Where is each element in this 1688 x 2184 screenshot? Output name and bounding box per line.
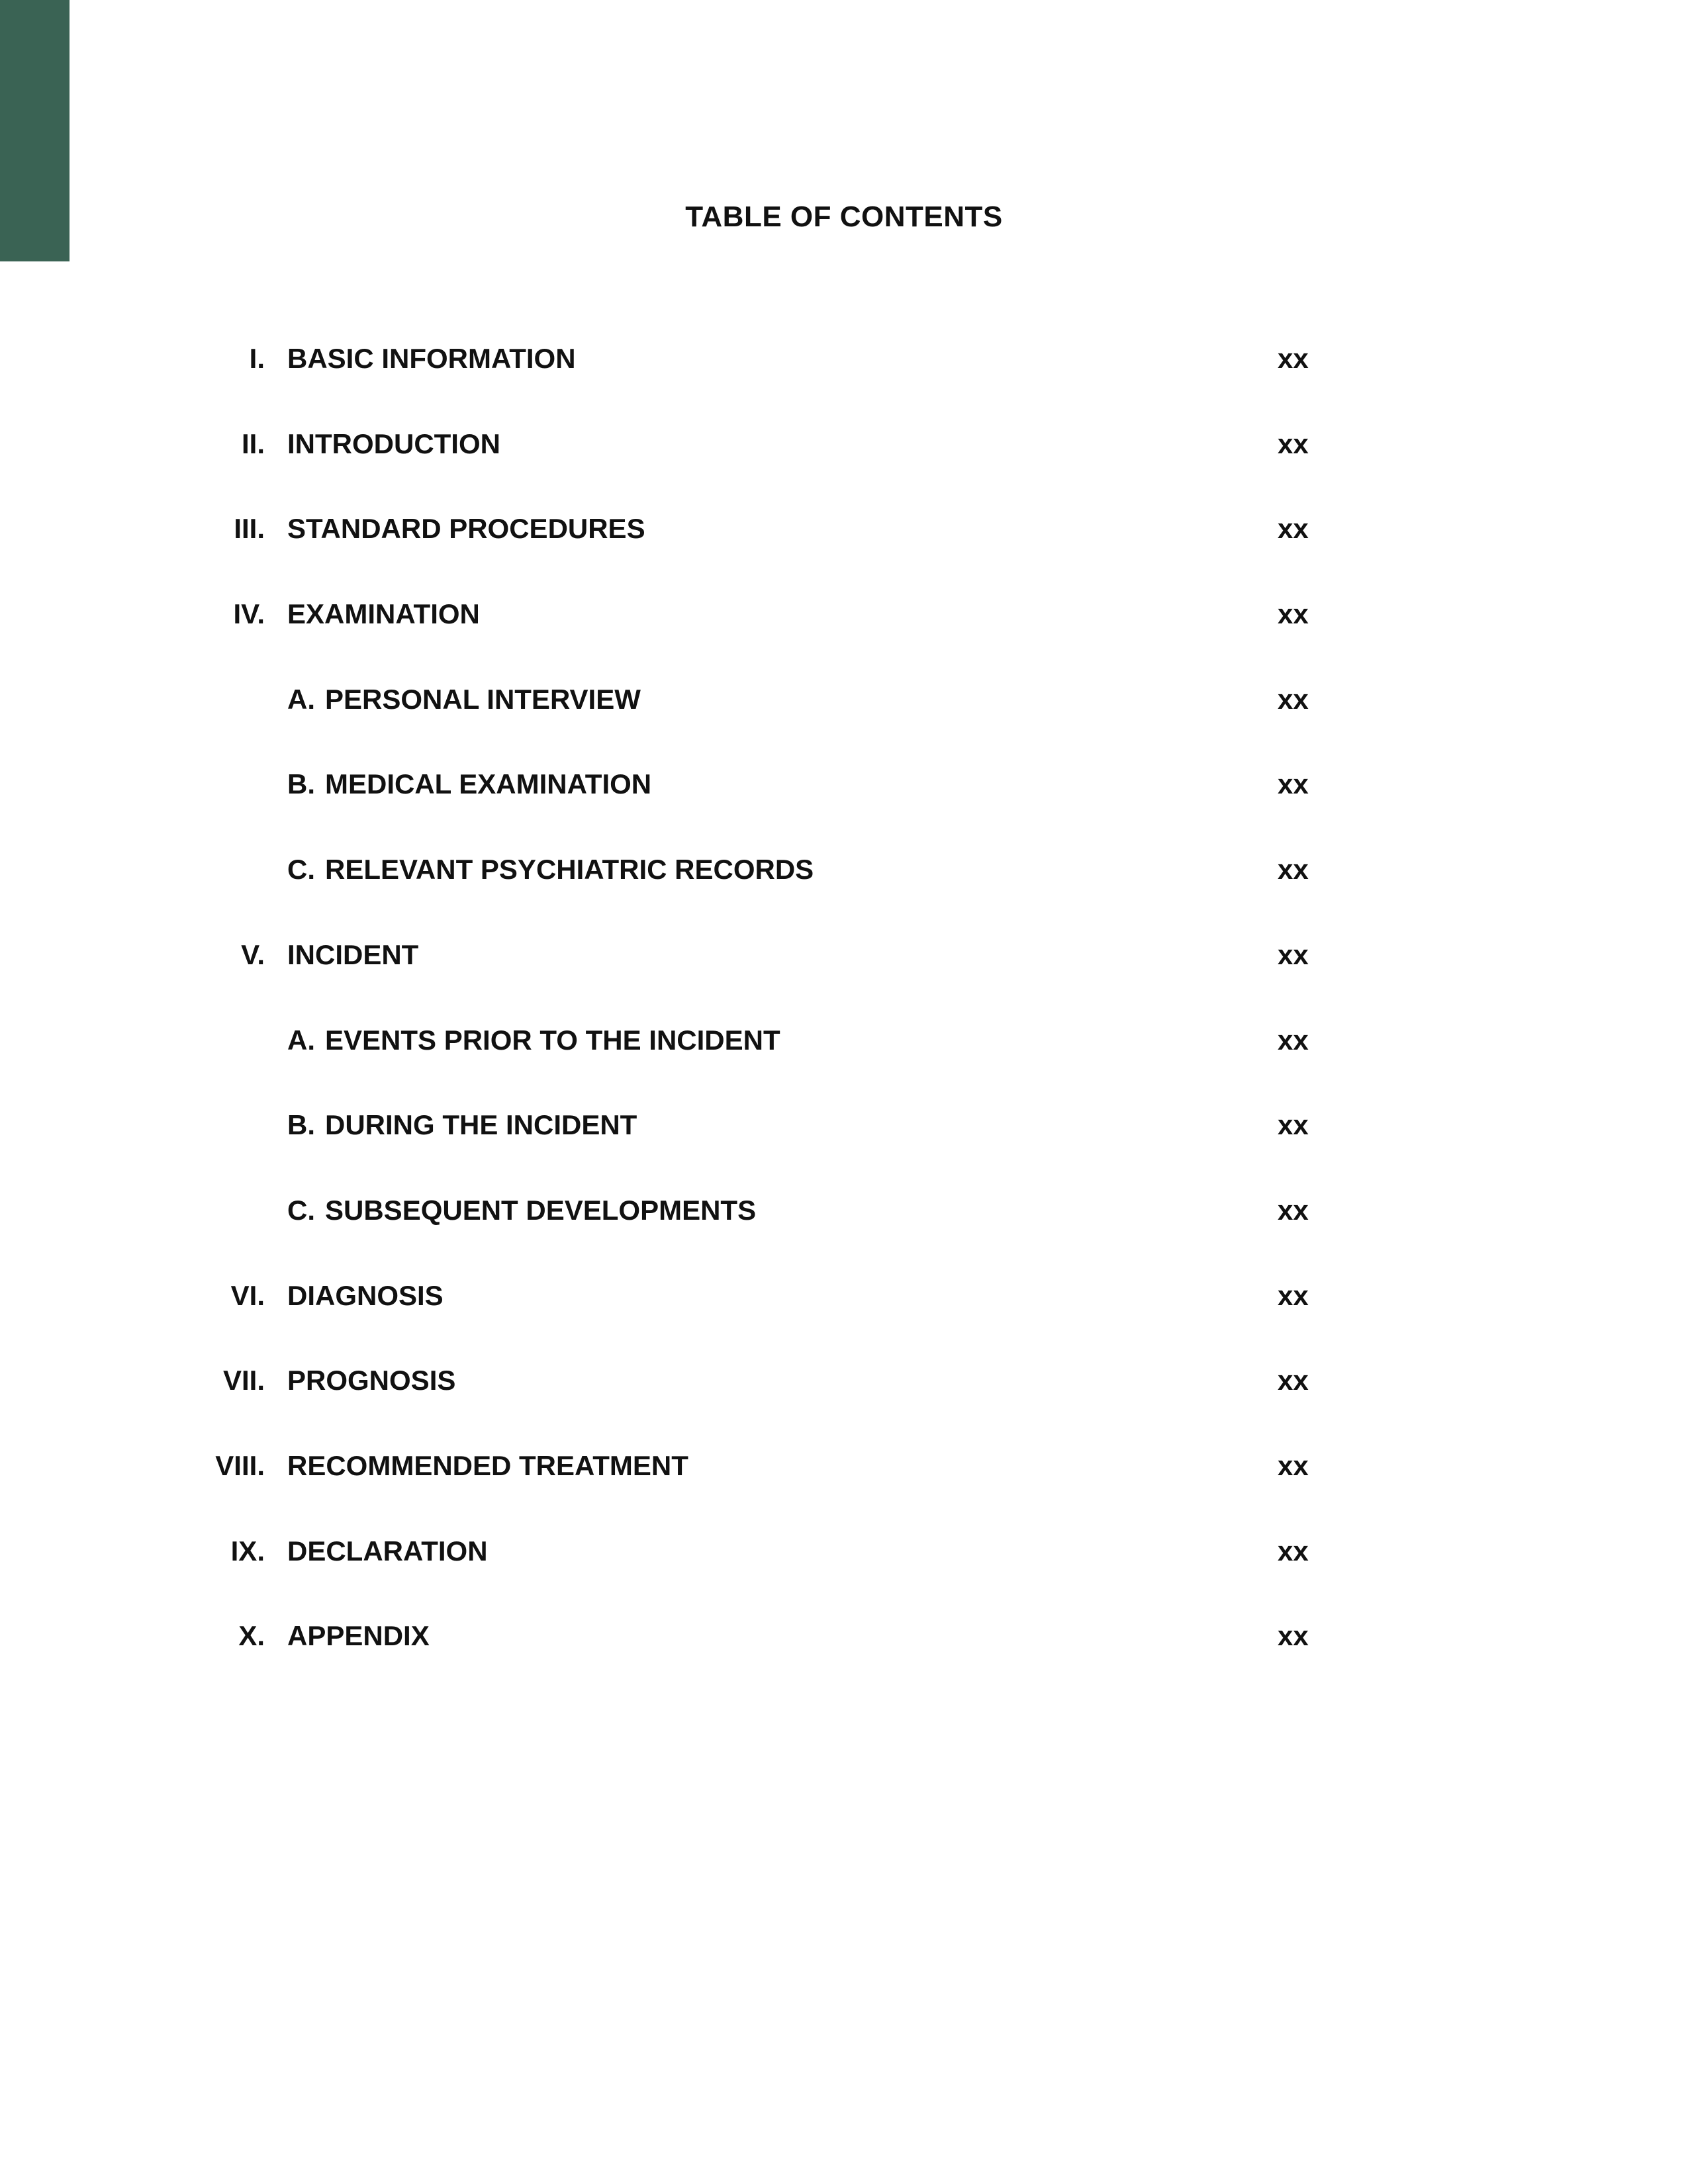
toc-entry-label: EVENTS PRIOR TO THE INCIDENT (325, 1024, 780, 1056)
toc-entry[interactable] (0, 509, 1688, 594)
toc-entry[interactable] (0, 424, 1688, 510)
toc-entry[interactable] (0, 339, 1688, 424)
toc-entry-number: VII. (222, 1365, 265, 1396)
toc-entry[interactable] (0, 594, 1688, 680)
toc-list (0, 339, 1688, 1702)
toc-subentry[interactable] (0, 680, 1688, 765)
toc-entry-page: xx (1278, 1194, 1309, 1226)
page-title: TABLE OF CONTENTS (685, 201, 1003, 233)
toc-entry-page: xx (1278, 938, 1309, 970)
toc-entry-label: EXAMINATION (287, 598, 480, 630)
toc-entry-page: xx (1278, 598, 1309, 630)
toc-entry-page: xx (1278, 768, 1309, 800)
toc-entry-label: SUBSEQUENT DEVELOPMENTS (325, 1194, 757, 1226)
toc-entry-page: xx (1278, 428, 1309, 459)
toc-entry[interactable] (0, 1276, 1688, 1361)
toc-entry-page: xx (1278, 343, 1309, 374)
toc-entry-number: VIII. (215, 1449, 265, 1481)
toc-entry-number: IX. (230, 1535, 265, 1567)
toc-entry-number: A. (287, 683, 315, 715)
toc-entry-number: II. (241, 428, 265, 459)
toc-entry-number: I. (249, 343, 265, 374)
toc-entry-label: DIAGNOSIS (287, 1279, 444, 1311)
toc-entry[interactable] (0, 1616, 1688, 1702)
toc-entry-label: BASIC INFORMATION (287, 343, 576, 374)
toc-subentry[interactable] (0, 1191, 1688, 1276)
toc-entry[interactable] (0, 1446, 1688, 1531)
toc-subentry[interactable] (0, 764, 1688, 850)
toc-entry[interactable] (0, 1361, 1688, 1446)
toc-entry-page: xx (1278, 513, 1309, 545)
toc-subentry[interactable] (0, 1105, 1688, 1191)
toc-entry-label: INCIDENT (287, 938, 419, 970)
toc-entry-number: B. (287, 1109, 315, 1141)
toc-entry-page: xx (1278, 1024, 1309, 1056)
toc-entry[interactable] (0, 935, 1688, 1021)
toc-entry-number: X. (238, 1620, 265, 1652)
toc-entry-page: xx (1278, 1449, 1309, 1481)
toc-subentry[interactable] (0, 850, 1688, 935)
toc-entry-page: xx (1278, 1620, 1309, 1652)
toc-entry-label: RELEVANT PSYCHIATRIC RECORDS (325, 854, 814, 886)
toc-entry-label: APPENDIX (287, 1620, 430, 1652)
toc-entry-label: PERSONAL INTERVIEW (325, 683, 641, 715)
toc-entry-label: RECOMMENDED TREATMENT (287, 1449, 688, 1481)
toc-entry-page: xx (1278, 1535, 1309, 1567)
toc-entry-number: IV. (233, 598, 265, 630)
toc-entry-page: xx (1278, 854, 1309, 886)
toc-entry-label: DURING THE INCIDENT (325, 1109, 637, 1141)
toc-entry-number: B. (287, 768, 315, 800)
toc-entry-number: III. (234, 513, 265, 545)
toc-entry-label: STANDARD PROCEDURES (287, 513, 645, 545)
toc-entry-label: PROGNOSIS (287, 1365, 456, 1396)
toc-entry-label: DECLARATION (287, 1535, 488, 1567)
toc-entry-page: xx (1278, 1279, 1309, 1311)
toc-entry-number: VI. (230, 1279, 265, 1311)
toc-entry-number: C. (287, 854, 315, 886)
toc-entry-number: C. (287, 1194, 315, 1226)
toc-subentry[interactable] (0, 1021, 1688, 1106)
toc-entry-label: INTRODUCTION (287, 428, 500, 459)
toc-entry[interactable] (0, 1531, 1688, 1617)
toc-entry-page: xx (1278, 1109, 1309, 1141)
toc-entry-number: V. (241, 938, 265, 970)
toc-entry-page: xx (1278, 1365, 1309, 1396)
toc-entry-number: A. (287, 1024, 315, 1056)
toc-entry-page: xx (1278, 683, 1309, 715)
toc-entry-label: MEDICAL EXAMINATION (325, 768, 652, 800)
